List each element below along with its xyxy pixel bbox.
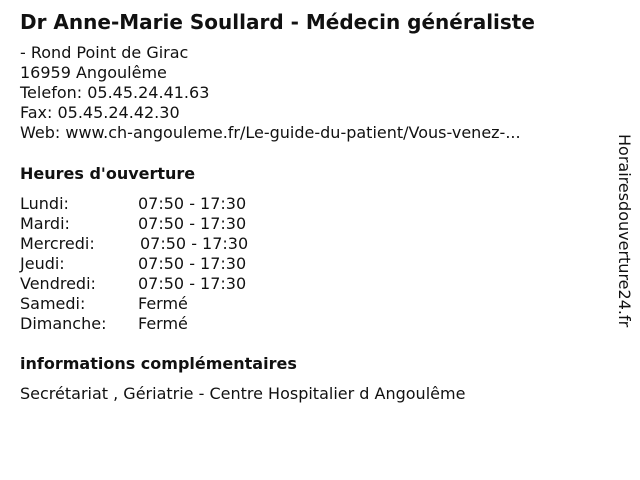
time-value: 07:50 - 17:30 xyxy=(140,234,249,253)
day-label: Lundi: xyxy=(20,194,69,213)
city-line: 16959 Angoulême xyxy=(20,63,167,82)
fax-line: Fax: 05.45.24.42.30 xyxy=(20,103,180,122)
day-label: Mardi: xyxy=(20,214,70,233)
brand-text: Horairesdouverture24.fr xyxy=(615,134,634,328)
day-label: Dimanche: xyxy=(20,314,107,333)
time-value: 07:50 - 17:30 xyxy=(138,214,247,233)
time-value: Fermé xyxy=(138,294,188,313)
day-label: Vendredi: xyxy=(20,274,96,293)
time-value: 07:50 - 17:30 xyxy=(138,254,247,273)
hours-heading: Heures d'ouverture xyxy=(20,164,196,183)
phone-line[interactable]: Telefon: 05.45.24.41.63 xyxy=(20,83,210,102)
address-block xyxy=(20,43,521,143)
info-text: Secrétariat , Gériatrie - Centre Hospitalier d Angoulême xyxy=(20,384,466,403)
page-title: Dr Anne-Marie Soullard - Médecin généraliste xyxy=(20,10,535,34)
website-link[interactable]: Web: www.ch-angouleme.fr/Le-guide-du-patient/Vous-venez-... xyxy=(20,123,521,142)
info-heading: informations complémentaires xyxy=(20,354,297,373)
street-line: - Rond Point de Girac xyxy=(20,43,189,62)
day-label: Samedi: xyxy=(20,294,86,313)
day-label: Jeudi: xyxy=(20,254,65,273)
time-value: 07:50 - 17:30 xyxy=(138,194,247,213)
day-label: Mercredi: xyxy=(20,234,95,253)
time-value: Fermé xyxy=(138,314,188,333)
brand-watermark xyxy=(612,134,636,368)
time-value: 07:50 - 17:30 xyxy=(138,274,247,293)
